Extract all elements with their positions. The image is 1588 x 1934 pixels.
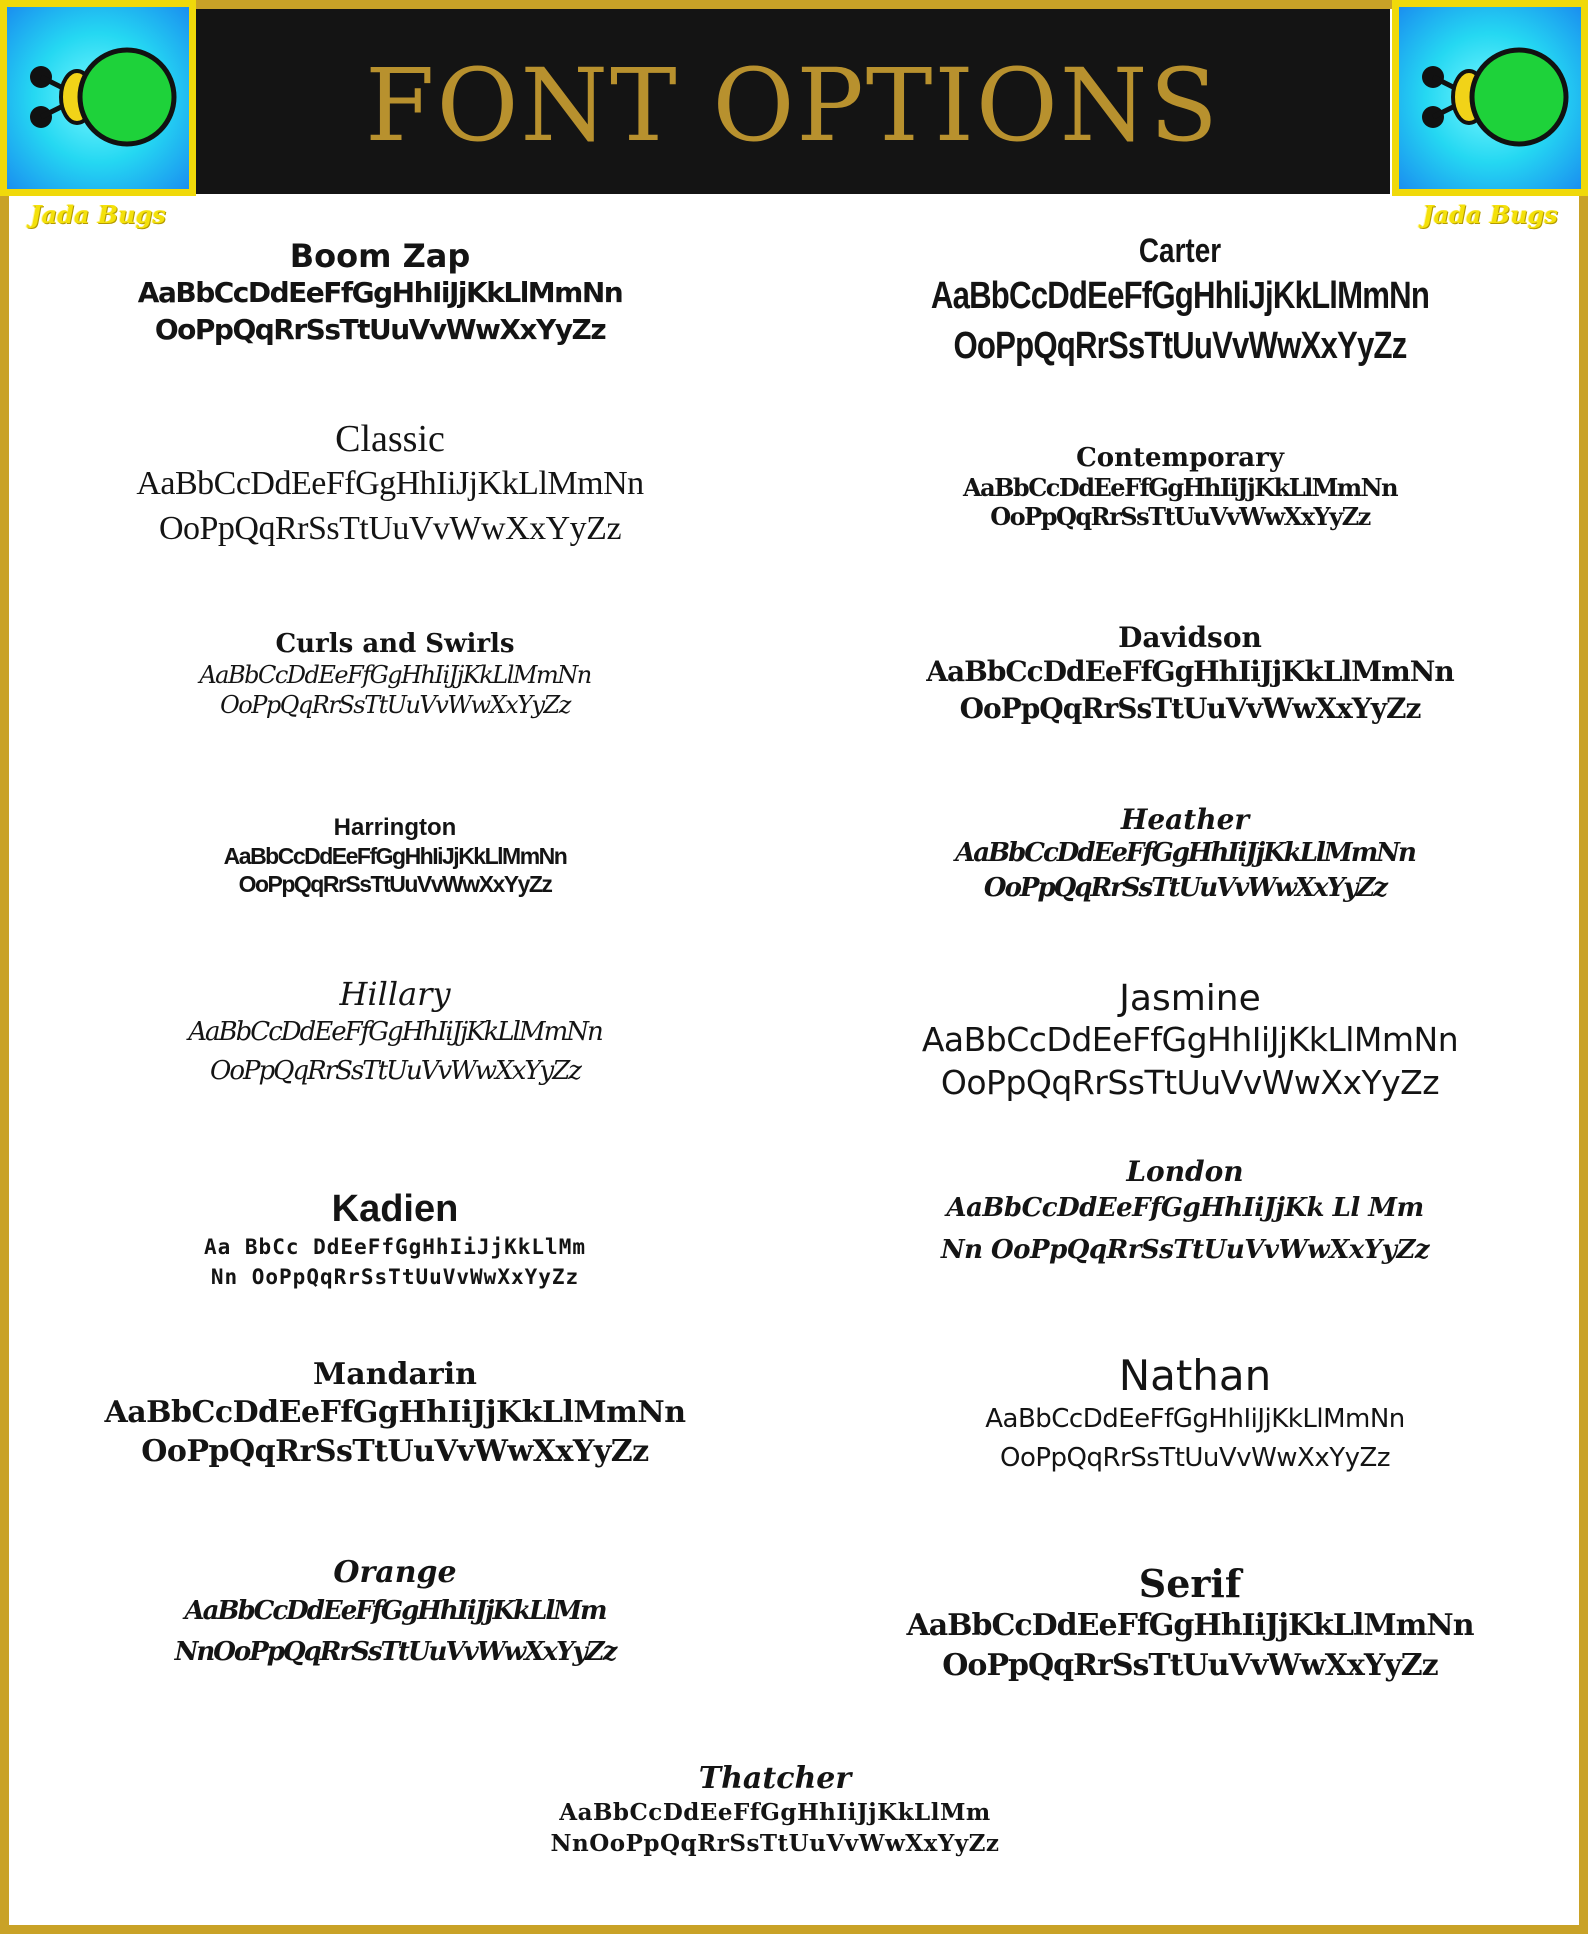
font-sample-carter (893, 232, 1467, 371)
alphabet-line-2: OoPpQqRrSsTtUuVvWwXxYyZz (940, 1063, 1440, 1103)
font-name: Boom Zap (289, 237, 471, 275)
alphabet-line-1: AaBbCcDdEeFfGgHhIiJjKkLlMmNn (188, 1016, 602, 1047)
font-sample-heather (835, 804, 1535, 906)
font-name: London (1126, 1155, 1244, 1188)
alphabet-line-1: AaBbCcDdEeFfGgHhIiJjKkLlMmNn (962, 472, 1398, 502)
alphabet-line-2: OoPpQqRrSsTtUuVvWwXxYyZz (983, 873, 1387, 904)
page-title: FONT OPTIONS (365, 46, 1220, 164)
alphabet-line-1: AaBbCcDdEeFfGgHhIiJjKkLlMmNn (921, 1020, 1459, 1060)
font-name: Davidson (1118, 621, 1262, 654)
font-sample-london (835, 1156, 1535, 1271)
alphabet-line-1: AaBbCcDdEeFfGgHhIiJjKkLlMmNn (223, 842, 567, 869)
alphabet-line-2: OoPpQqRrSsTtUuVvWwXxYyZz (238, 871, 552, 898)
font-sample-kadien (45, 1188, 745, 1293)
font-sample-classic (40, 418, 740, 551)
font-name: Kadien (331, 1188, 459, 1230)
alphabet-line-2: OoPpQqRrSsTtUuVvWwXxYyZz (942, 1648, 1438, 1684)
font-name: Thatcher (698, 1761, 852, 1796)
alphabet-line-1: AaBbCcDdEeFfGgHhIiJjKkLlMmNn (199, 660, 591, 689)
alphabet-line-1: AaBbCcDdEeFfGgHhIiJjKkLlMmNn (955, 838, 1415, 869)
alphabet-line-2: OoPpQqRrSsTtUuVvWwXxYyZz (210, 1055, 580, 1086)
alphabet-line-2: OoPpQqRrSsTtUuVvWwXxYyZz (959, 691, 1421, 725)
font-name: Hillary (339, 975, 451, 1013)
font-sample-hillary (45, 976, 745, 1091)
green-bug-icon (1399, 7, 1581, 189)
brand-logo-right (1392, 0, 1588, 196)
alphabet-line-2: Nn OoPpQqRrSsTtUuVvWwXxYyZz (940, 1234, 1430, 1265)
font-sample-contemporary (830, 444, 1530, 531)
font-name: Classic (335, 418, 445, 460)
alphabet-line-1: Aa BbCc DdEeFfGgHhIiJjKkLlMm (203, 1234, 586, 1259)
alphabet-line-2: Nn OoPpQqRrSsTtUuVvWwXxYyZz (210, 1265, 580, 1290)
alphabet-line-1: AaBbCcDdEeFfGgHhIiJjKkLlMmNn (104, 1394, 686, 1430)
brand-name-left: Jada Bugs (30, 200, 166, 229)
font-sample-jasmine (840, 978, 1540, 1105)
alphabet-line-1: AaBbCcDdEeFfGgHhIiJjKkLlMmNn (926, 655, 1454, 689)
font-name: Heather (1120, 803, 1250, 836)
alphabet-line-1: AaBbCcDdEeFfGgHhIiJjKk Ll Mm (946, 1193, 1424, 1224)
font-name: Contemporary (1076, 443, 1284, 473)
font-sample-nathan (845, 1352, 1545, 1478)
alphabet-line-2: OoPpQqRrSsTtUuVvWwXxYyZz (141, 1433, 649, 1469)
font-name: Serif (1138, 1561, 1242, 1606)
alphabet-line-1: AaBbCcDdEeFfGgHhIiJjKkLlMm (559, 1798, 991, 1826)
font-sample-davidson (840, 622, 1540, 727)
green-bug-icon (7, 7, 189, 189)
font-sample-boom-zap (30, 238, 730, 349)
brand-name-right: Jada Bugs (1422, 200, 1558, 229)
font-sample-orange (45, 1556, 745, 1674)
alphabet-line-2: OoPpQqRrSsTtUuVvWwXxYyZz (220, 690, 570, 719)
alphabet-line-1: AaBbCcDdEeFfGgHhIiJjKkLlMmNn (136, 464, 644, 502)
alphabet-line-1: AaBbCcDdEeFfGgHhIiJjKkLlMmNn (906, 1607, 1474, 1643)
alphabet-line-2: NnOoPpQqRrSsTtUuVvWwXxYyZz (550, 1829, 1000, 1857)
header-banner (195, 9, 1390, 194)
font-name: Jasmine (1119, 978, 1261, 1019)
font-name: Carter (1138, 232, 1222, 270)
alphabet-line-1: AaBbCcDdEeFfGgHhIiJjKkLlMmNn (137, 275, 623, 309)
font-sample-serif (840, 1562, 1540, 1687)
alphabet-line-1: AaBbCcDdEeFfGgHhIiJjKkLlMm (184, 1595, 606, 1626)
font-name: Nathan (1118, 1351, 1272, 1400)
font-name: Mandarin (313, 1357, 477, 1392)
font-name: Harrington (333, 814, 457, 841)
font-sample-mandarin (45, 1358, 745, 1471)
alphabet-line-2: OoPpQqRrSsTtUuVvWwXxYyZz (154, 312, 606, 346)
alphabet-line-2: OoPpQqRrSsTtUuVvWwXxYyZz (1000, 1443, 1390, 1474)
alphabet-line-2: OoPpQqRrSsTtUuVvWwXxYyZz (158, 509, 622, 547)
alphabet-line-2: OoPpQqRrSsTtUuVvWwXxYyZz (953, 325, 1407, 368)
alphabet-line-1: AaBbCcDdEeFfGgHhIiJjKkLlMmNn (930, 275, 1430, 318)
font-sample-curls-and-swirls (45, 630, 745, 720)
alphabet-line-2: NnOoPpQqRrSsTtUuVvWwXxYyZz (174, 1637, 616, 1668)
alphabet-line-1: AaBbCcDdEeFfGgHhIiJjKkLlMmNn (985, 1404, 1405, 1435)
brand-logo-left (0, 0, 196, 196)
font-name: Orange (333, 1555, 457, 1590)
alphabet-line-2: OoPpQqRrSsTtUuVvWwXxYyZz (990, 501, 1370, 531)
font-sample-harrington (45, 814, 745, 899)
font-name: Curls and Swirls (275, 629, 515, 659)
font-sample-thatcher (425, 1762, 1125, 1859)
